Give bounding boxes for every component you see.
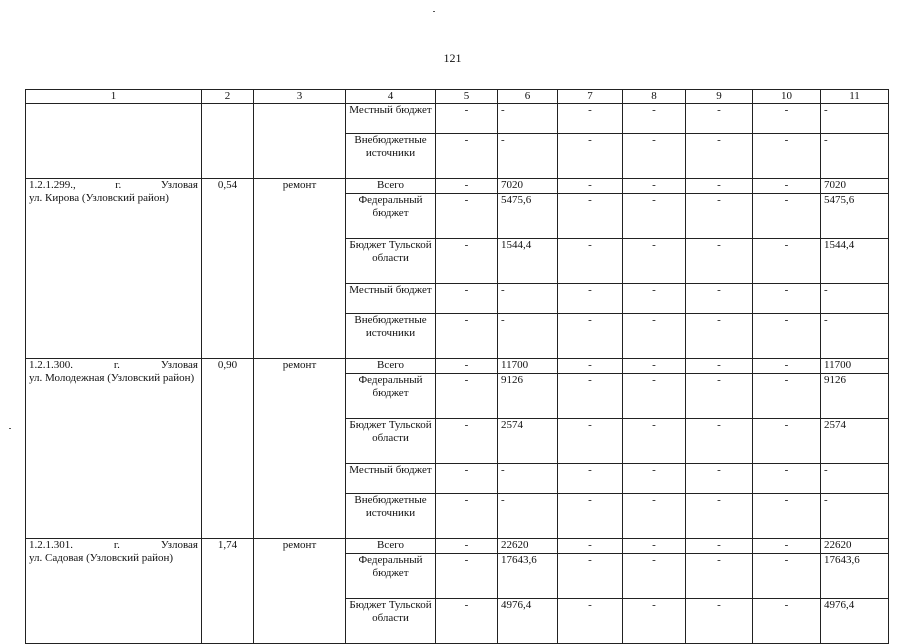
object-name-cell <box>26 179 202 359</box>
value-cell-8: - <box>623 134 686 179</box>
value-cell-6: 1544,4 <box>498 239 558 284</box>
value-cell-5: - <box>436 134 498 179</box>
value-cell-11: 5475,6 <box>821 194 889 239</box>
value-cell-9: - <box>686 464 753 494</box>
value-cell-6: - <box>498 284 558 314</box>
length-cell <box>202 104 254 179</box>
value-cell-11: 17643,6 <box>821 554 889 599</box>
header-cell: 1 <box>26 90 202 104</box>
value-cell-6: 11700 <box>498 359 558 374</box>
source-cell: Всего <box>346 539 436 554</box>
value-cell-6: 2574 <box>498 419 558 464</box>
value-cell-8: - <box>623 284 686 314</box>
source-cell: Внебюджетные источники <box>346 314 436 359</box>
value-cell-7: - <box>558 374 623 419</box>
source-cell: Внебюджетные источники <box>346 494 436 539</box>
value-cell-11: 11700 <box>821 359 889 374</box>
value-cell-9: - <box>686 539 753 554</box>
value-cell-6: - <box>498 314 558 359</box>
value-cell-7: - <box>558 464 623 494</box>
value-cell-7: - <box>558 284 623 314</box>
source-cell: Федеральный бюджет <box>346 194 436 239</box>
value-cell-10: - <box>753 359 821 374</box>
value-cell-5: - <box>436 179 498 194</box>
value-cell-7: - <box>558 599 623 644</box>
value-cell-10: - <box>753 239 821 284</box>
length-cell: 0,54 <box>202 179 254 359</box>
header-cell: 5 <box>436 90 498 104</box>
value-cell-9: - <box>686 494 753 539</box>
value-cell-7: - <box>558 104 623 134</box>
value-cell-9: - <box>686 374 753 419</box>
value-cell-7: - <box>558 194 623 239</box>
value-cell-6: - <box>498 134 558 179</box>
source-cell: Всего <box>346 359 436 374</box>
value-cell-7: - <box>558 134 623 179</box>
value-cell-7: - <box>558 359 623 374</box>
value-cell-8: - <box>623 464 686 494</box>
value-cell-6: 17643,6 <box>498 554 558 599</box>
value-cell-9: - <box>686 134 753 179</box>
header-cell: 6 <box>498 90 558 104</box>
page-number: 121 <box>443 51 462 65</box>
header-cell: 4 <box>346 90 436 104</box>
value-cell-8: - <box>623 374 686 419</box>
header-cell: 2 <box>202 90 254 104</box>
value-cell-10: - <box>753 284 821 314</box>
value-cell-8: - <box>623 239 686 284</box>
value-cell-7: - <box>558 179 623 194</box>
value-cell-6: 7020 <box>498 179 558 194</box>
table-row <box>26 104 889 134</box>
value-cell-7: - <box>558 539 623 554</box>
header-row <box>26 90 889 104</box>
value-cell-10: - <box>753 134 821 179</box>
source-cell: Федеральный бюджет <box>346 554 436 599</box>
value-cell-5: - <box>436 464 498 494</box>
value-cell-5: - <box>436 284 498 314</box>
table-row <box>26 179 889 194</box>
value-cell-9: - <box>686 314 753 359</box>
value-cell-6: 5475,6 <box>498 194 558 239</box>
value-cell-11: - <box>821 494 889 539</box>
value-cell-10: - <box>753 599 821 644</box>
value-cell-6: - <box>498 494 558 539</box>
value-cell-11: 9126 <box>821 374 889 419</box>
value-cell-7: - <box>558 554 623 599</box>
value-cell-10: - <box>753 554 821 599</box>
value-cell-5: - <box>436 359 498 374</box>
work-type-cell: ремонт <box>254 179 346 359</box>
value-cell-8: - <box>623 554 686 599</box>
value-cell-11: - <box>821 104 889 134</box>
value-cell-10: - <box>753 374 821 419</box>
value-cell-11: 4976,4 <box>821 599 889 644</box>
object-name-line: 1.2.1.301. г. Узловая <box>29 539 198 551</box>
source-cell: Бюджет Тульской области <box>346 599 436 644</box>
value-cell-10: - <box>753 314 821 359</box>
source-cell: Всего <box>346 179 436 194</box>
value-cell-9: - <box>686 599 753 644</box>
object-name-cell <box>26 539 202 644</box>
value-cell-9: - <box>686 419 753 464</box>
scan-speck-left <box>9 428 11 429</box>
value-cell-9: - <box>686 359 753 374</box>
value-cell-7: - <box>558 419 623 464</box>
value-cell-10: - <box>753 539 821 554</box>
value-cell-10: - <box>753 419 821 464</box>
header-cell: 10 <box>753 90 821 104</box>
value-cell-8: - <box>623 359 686 374</box>
value-cell-6: 9126 <box>498 374 558 419</box>
value-cell-8: - <box>623 194 686 239</box>
value-cell-5: - <box>436 494 498 539</box>
value-cell-7: - <box>558 239 623 284</box>
header-cell: 8 <box>623 90 686 104</box>
scan-speck-top <box>433 11 435 12</box>
value-cell-11: 2574 <box>821 419 889 464</box>
work-type-cell: ремонт <box>254 359 346 539</box>
source-cell: Местный бюджет <box>346 464 436 494</box>
value-cell-9: - <box>686 239 753 284</box>
value-cell-11: 7020 <box>821 179 889 194</box>
value-cell-7: - <box>558 494 623 539</box>
value-cell-10: - <box>753 494 821 539</box>
value-cell-11: 22620 <box>821 539 889 554</box>
value-cell-5: - <box>436 239 498 284</box>
source-cell: Местный бюджет <box>346 284 436 314</box>
source-cell: Бюджет Тульской области <box>346 239 436 284</box>
value-cell-9: - <box>686 179 753 194</box>
header-cell: 7 <box>558 90 623 104</box>
value-cell-10: - <box>753 464 821 494</box>
value-cell-8: - <box>623 314 686 359</box>
value-cell-10: - <box>753 179 821 194</box>
work-cell <box>254 104 346 179</box>
value-cell-11: - <box>821 464 889 494</box>
object-name-rest: ул. Молодежная (Узловский район) <box>29 372 195 384</box>
table-row <box>26 359 889 374</box>
value-cell-5: - <box>436 539 498 554</box>
value-cell-6: 22620 <box>498 539 558 554</box>
object-name-cell <box>26 359 202 539</box>
value-cell-11: 1544,4 <box>821 239 889 284</box>
header-cell: 3 <box>254 90 346 104</box>
value-cell-6: - <box>498 464 558 494</box>
value-cell-8: - <box>623 599 686 644</box>
value-cell-5: - <box>436 374 498 419</box>
source-cell: Местный бюджет <box>346 104 436 134</box>
length-cell: 0,90 <box>202 359 254 539</box>
value-cell-9: - <box>686 104 753 134</box>
value-cell-10: - <box>753 104 821 134</box>
value-cell-5: - <box>436 314 498 359</box>
source-cell: Внебюджетные источники <box>346 134 436 179</box>
name-cell <box>26 104 202 179</box>
work-type-cell: ремонт <box>254 539 346 644</box>
value-cell-5: - <box>436 599 498 644</box>
header-cell: 9 <box>686 90 753 104</box>
header-cell: 11 <box>821 90 889 104</box>
value-cell-5: - <box>436 104 498 134</box>
value-cell-8: - <box>623 494 686 539</box>
value-cell-11: - <box>821 284 889 314</box>
value-cell-8: - <box>623 179 686 194</box>
value-cell-9: - <box>686 284 753 314</box>
object-name-rest: ул. Садовая (Узловский район) <box>29 552 174 564</box>
value-cell-8: - <box>623 104 686 134</box>
table-row <box>26 539 889 554</box>
object-name-line: 1.2.1.300. г. Узловая <box>29 359 198 371</box>
value-cell-5: - <box>436 554 498 599</box>
object-name-rest: ул. Кирова (Узловский район) <box>29 192 169 204</box>
object-name-line: 1.2.1.299., г. Узловая <box>29 179 198 191</box>
value-cell-11: - <box>821 134 889 179</box>
value-cell-11: - <box>821 314 889 359</box>
value-cell-9: - <box>686 194 753 239</box>
length-cell: 1,74 <box>202 539 254 644</box>
value-cell-5: - <box>436 194 498 239</box>
value-cell-6: - <box>498 104 558 134</box>
value-cell-10: - <box>753 194 821 239</box>
value-cell-6: 4976,4 <box>498 599 558 644</box>
source-cell: Бюджет Тульской области <box>346 419 436 464</box>
value-cell-8: - <box>623 539 686 554</box>
value-cell-7: - <box>558 314 623 359</box>
budget-table <box>25 89 889 644</box>
value-cell-8: - <box>623 419 686 464</box>
value-cell-5: - <box>436 419 498 464</box>
source-cell: Федеральный бюджет <box>346 374 436 419</box>
value-cell-9: - <box>686 554 753 599</box>
